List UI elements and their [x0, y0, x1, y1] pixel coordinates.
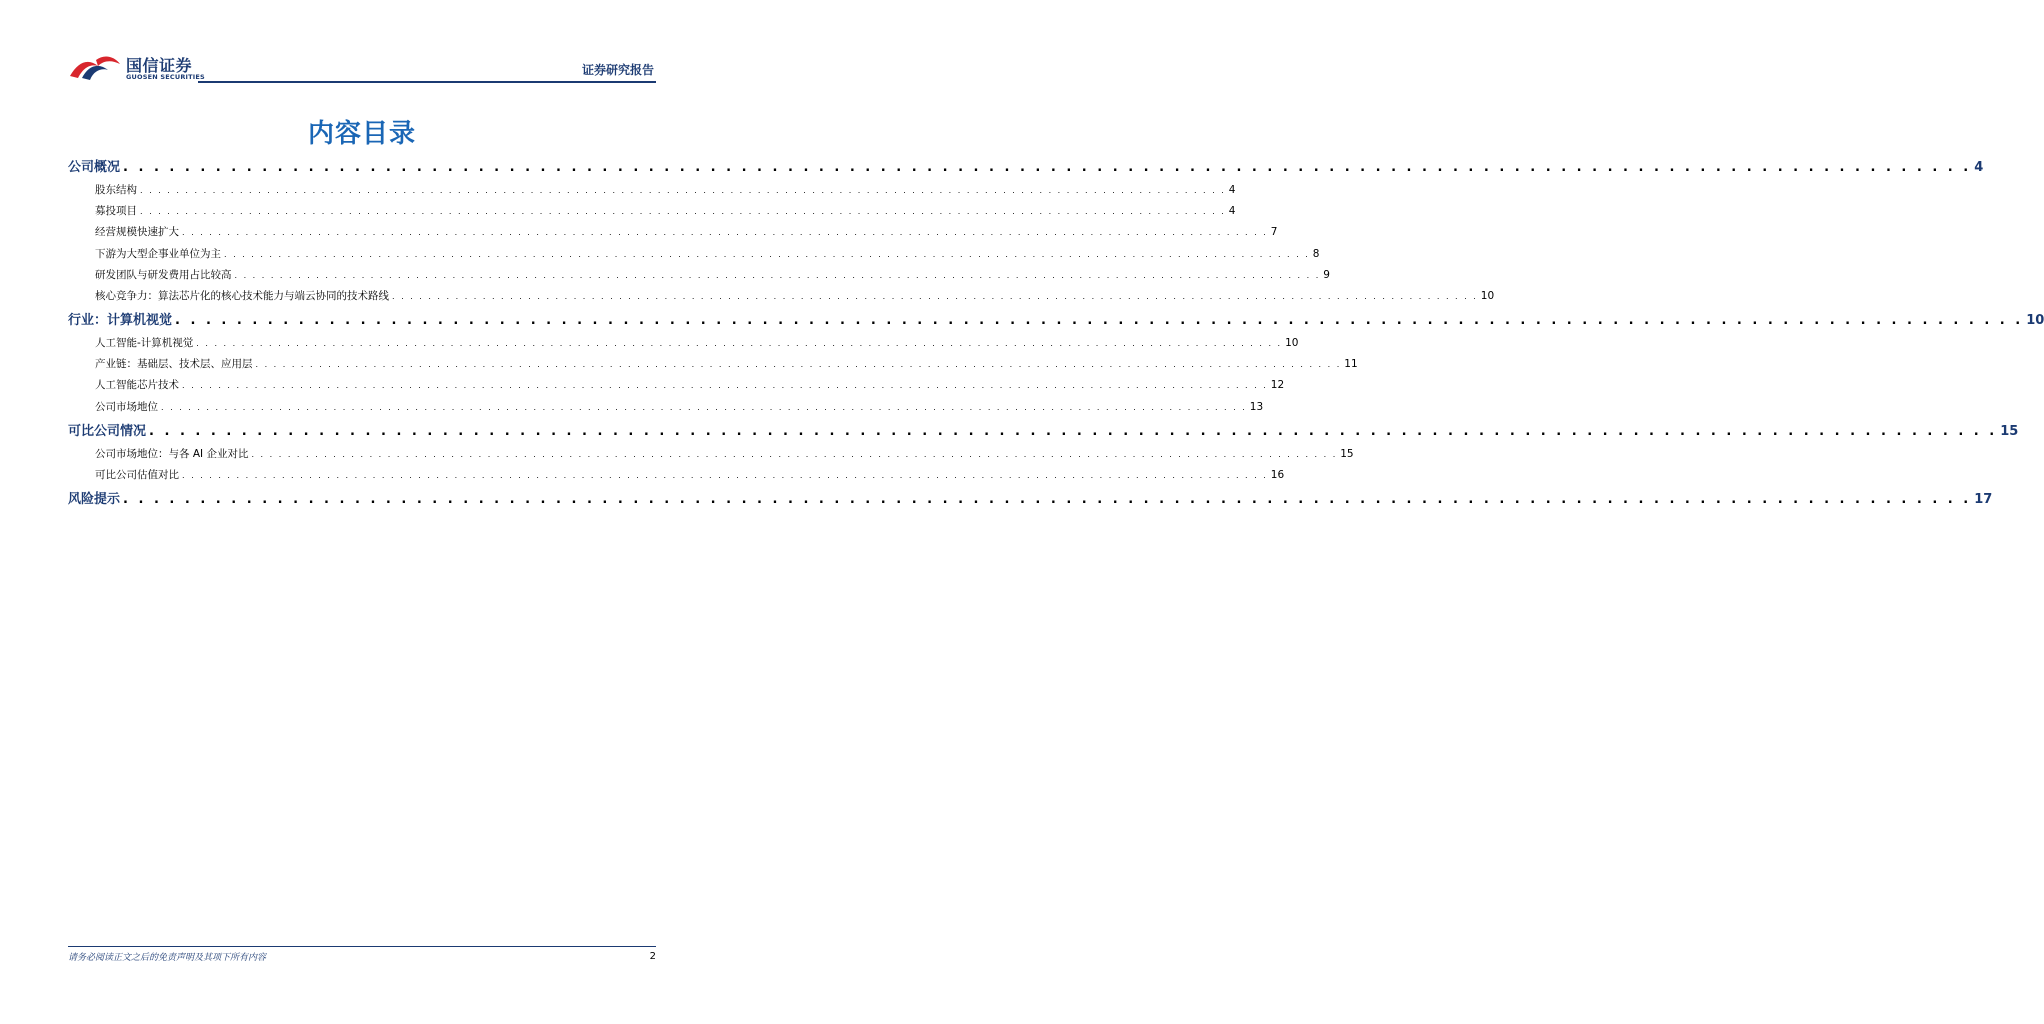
toc-subsection-label: 公司市场地位 — [95, 400, 158, 413]
dot-leader: . . . . . . . . . . . . . . . . . . . . . . . . . . . . . . . . . . . . . . . . . . . . . . . . . . . . . . . . . . . . . . . . . . . . . . . . . . . . . . . . . . . . . . . . . . . . . . . . . . . . . . . . . . . . . . . . . . . . . . . . — [175, 313, 2024, 329]
toc-subsection-page: 10 — [1285, 337, 1299, 350]
toc-subsection-page: 12 — [1270, 379, 1285, 392]
toc-subsection-page: 10 — [1480, 289, 1495, 302]
dot-leader: . . . . . . . . . . . . . . . . . . . . . . . . . . . . . . . . . . . . . . . . . . . . . . . . . . . . . . . . . . . . . . . . . . . . . . . . . . . . . . . . . . . . . . . . . . . . . . . . . . . . . . . . . . . . . . . . . . . . . . . . — [182, 228, 1268, 238]
report-type-label: 证券研究报告 — [581, 63, 654, 77]
toc-subsection-page: 9 — [1323, 268, 1330, 281]
dot-leader: . . . . . . . . . . . . . . . . . . . . . . . . . . . . . . . . . . . . . . . . . . . . . . . . . . . . . . . . . . . . . . . . . . . . . . . . . . . . . . . . . . . . . . . . . . . . . . . . . . . . . . . . . . . . . . . . . . . . . . . . — [149, 423, 1998, 439]
dot-leader: . . . . . . . . . . . . . . . . . . . . . . . . . . . . . . . . . . . . . . . . . . . . . . . . . . . . . . . . . . . . . . . . . . . . . . . . . . . . . . . . . . . . . . . . . . . . . . . . . . . . . . . . . . . . . . . . . . . . . . . . — [123, 492, 1972, 508]
footer-disclaimer: 请务必阅读正文之后的免责声明及其项下所有内容 — [68, 953, 267, 963]
dot-leader: . . . . . . . . . . . . . . . . . . . . . . . . . . . . . . . . . . . . . . . . . . . . . . . . . . . . . . . . . . . . . . . . . . . . . . . . . . . . . . . . . . . . . . . . . . . . . . . . . . . . . . . . . . . . . . . . . . . . . . . . — [196, 339, 1283, 349]
toc-subsection[interactable] — [68, 376, 1285, 397]
toc-subsection[interactable] — [68, 333, 1299, 354]
toc-subsection-label: 股东结构 — [95, 183, 137, 196]
toc-section[interactable] — [68, 420, 2019, 444]
toc-section-page: 15 — [2000, 423, 2019, 439]
toc-section-page: 4 — [1974, 160, 1984, 175]
toc-subsection[interactable] — [68, 354, 1358, 375]
toc-subsection[interactable] — [68, 444, 1354, 465]
toc-subsection-label: 产业链：基础层、技术层、应用层 — [95, 358, 253, 371]
toc-subsection[interactable] — [68, 397, 1264, 418]
dot-leader: . . . . . . . . . . . . . . . . . . . . . . . . . . . . . . . . . . . . . . . . . . . . . . . . . . . . . . . . . . . . . . . . . . . . . . . . . . . . . . . . . . . . . . . . . . . . . . . . . . . . . . . . . . . . . . . . . . . . . . . . — [140, 207, 1226, 217]
toc-subsection-page: 15 — [1340, 447, 1354, 460]
toc-section-label: 可比公司情况 — [68, 423, 147, 439]
toc-subsection-label: 经营规模快速扩大 — [95, 226, 179, 239]
company-logo — [68, 50, 205, 84]
toc-subsection[interactable] — [68, 265, 1330, 286]
dot-leader: . . . . . . . . . . . . . . . . . . . . . . . . . . . . . . . . . . . . . . . . . . . . . . . . . . . . . . . . . . . . . . . . . . . . . . . . . . . . . . . . . . . . . . . . . . . . . . . . . . . . . . . . . . . . . . . . . . . . . . . . — [392, 291, 1478, 301]
toc-subsection[interactable] — [68, 222, 1278, 243]
dot-leader: . . . . . . . . . . . . . . . . . . . . . . . . . . . . . . . . . . . . . . . . . . . . . . . . . . . . . . . . . . . . . . . . . . . . . . . . . . . . . . . . . . . . . . . . . . . . . . . . . . . . . . . . . . . . . . . . . . . . . . . . — [224, 249, 1310, 259]
toc-subsection[interactable] — [68, 180, 1236, 201]
toc-section-label: 行业：计算机视觉 — [68, 313, 173, 329]
dot-leader: . . . . . . . . . . . . . . . . . . . . . . . . . . . . . . . . . . . . . . . . . . . . . . . . . . . . . . . . . . . . . . . . . . . . . . . . . . . . . . . . . . . . . . . . . . . . . . . . . . . . . . . . . . . . . . . . . . . . . . . . — [140, 185, 1226, 195]
header-divider — [198, 81, 656, 83]
dot-leader: . . . . . . . . . . . . . . . . . . . . . . . . . . . . . . . . . . . . . . . . . . . . . . . . . . . . . . . . . . . . . . . . . . . . . . . . . . . . . . . . . . . . . . . . . . . . . . . . . . . . . . . . . . . . . . . . . . . . . . . . — [161, 402, 1247, 412]
toc-subsection-label: 研发团队与研发费用占比较高 — [95, 268, 232, 281]
dot-leader: . . . . . . . . . . . . . . . . . . . . . . . . . . . . . . . . . . . . . . . . . . . . . . . . . . . . . . . . . . . . . . . . . . . . . . . . . . . . . . . . . . . . . . . . . . . . . . . . . . . . . . . . . . . . . . . . . . . . . . . . — [182, 471, 1268, 481]
page-number: 2 — [649, 951, 656, 962]
dot-leader: . . . . . . . . . . . . . . . . . . . . . . . . . . . . . . . . . . . . . . . . . . . . . . . . . . . . . . . . . . . . . . . . . . . . . . . . . . . . . . . . . . . . . . . . . . . . . . . . . . . . . . . . . . . . . . . . . . . . . . . . — [255, 360, 1342, 370]
toc-section-label: 公司概况 — [68, 160, 121, 175]
toc-subsection[interactable] — [68, 465, 1285, 486]
toc-subsection-label: 募投项目 — [95, 205, 137, 218]
toc-subsection[interactable] — [68, 244, 1320, 265]
toc-subsection-label: 公司市场地位：与各 AI 企业对比 — [95, 447, 249, 460]
toc-subsection-label: 人工智能-计算机视觉 — [95, 337, 194, 350]
toc-subsection-page: 4 — [1228, 183, 1236, 196]
toc-subsection-page: 13 — [1249, 400, 1264, 413]
toc-subsection-label: 可比公司估值对比 — [95, 469, 179, 482]
toc-section[interactable] — [68, 156, 1984, 180]
toc-subsection-page: 4 — [1228, 205, 1236, 218]
dot-leader: . . . . . . . . . . . . . . . . . . . . . . . . . . . . . . . . . . . . . . . . . . . . . . . . . . . . . . . . . . . . . . . . . . . . . . . . . . . . . . . . . . . . . . . . . . . . . . . . . . . . . . . . . . . . . . . . . . . . . . . . — [123, 160, 1972, 175]
toc-section-page: 10 — [2026, 313, 2044, 329]
toc-section[interactable] — [68, 488, 1993, 512]
footer-divider — [68, 946, 656, 947]
toc-subsection[interactable] — [68, 286, 1495, 307]
toc-section-label: 风险提示 — [68, 492, 121, 508]
guosen-logo-icon — [68, 52, 122, 82]
logo-english-name: GUOSEN SECURITIES — [126, 73, 205, 81]
dot-leader: . . . . . . . . . . . . . . . . . . . . . . . . . . . . . . . . . . . . . . . . . . . . . . . . . . . . . . . . . . . . . . . . . . . . . . . . . . . . . . . . . . . . . . . . . . . . . . . . . . . . . . . . . . . . . . . . . . . . . . . . — [182, 381, 1268, 391]
toc-subsection-label: 下游为大型企事业单位为主 — [95, 247, 221, 260]
toc-section[interactable] — [68, 309, 2044, 333]
toc-subsection[interactable] — [68, 201, 1236, 222]
toc-subsection-page: 11 — [1344, 358, 1358, 371]
toc-title: 内容目录 — [307, 119, 416, 149]
logo-chinese-name: 国信证券 — [126, 56, 193, 75]
table-of-contents — [68, 154, 2044, 512]
toc-subsection-label: 核心竞争力：算法芯片化的核心技术能力与端云协同的技术路线 — [95, 289, 389, 302]
dot-leader: . . . . . . . . . . . . . . . . . . . . . . . . . . . . . . . . . . . . . . . . . . . . . . . . . . . . . . . . . . . . . . . . . . . . . . . . . . . . . . . . . . . . . . . . . . . . . . . . . . . . . . . . . . . . . . . . . . . . . . . . — [234, 270, 1321, 280]
toc-subsection-page: 16 — [1270, 469, 1285, 482]
dot-leader: . . . . . . . . . . . . . . . . . . . . . . . . . . . . . . . . . . . . . . . . . . . . . . . . . . . . . . . . . . . . . . . . . . . . . . . . . . . . . . . . . . . . . . . . . . . . . . . . . . . . . . . . . . . . . . . . . . . . . . . . — [251, 449, 1338, 459]
toc-subsection-page: 8 — [1312, 247, 1320, 260]
toc-subsection-page: 7 — [1270, 226, 1278, 239]
toc-subsection-label: 人工智能芯片技术 — [95, 379, 179, 392]
toc-section-page: 17 — [1974, 492, 1993, 508]
page-header — [68, 50, 656, 86]
